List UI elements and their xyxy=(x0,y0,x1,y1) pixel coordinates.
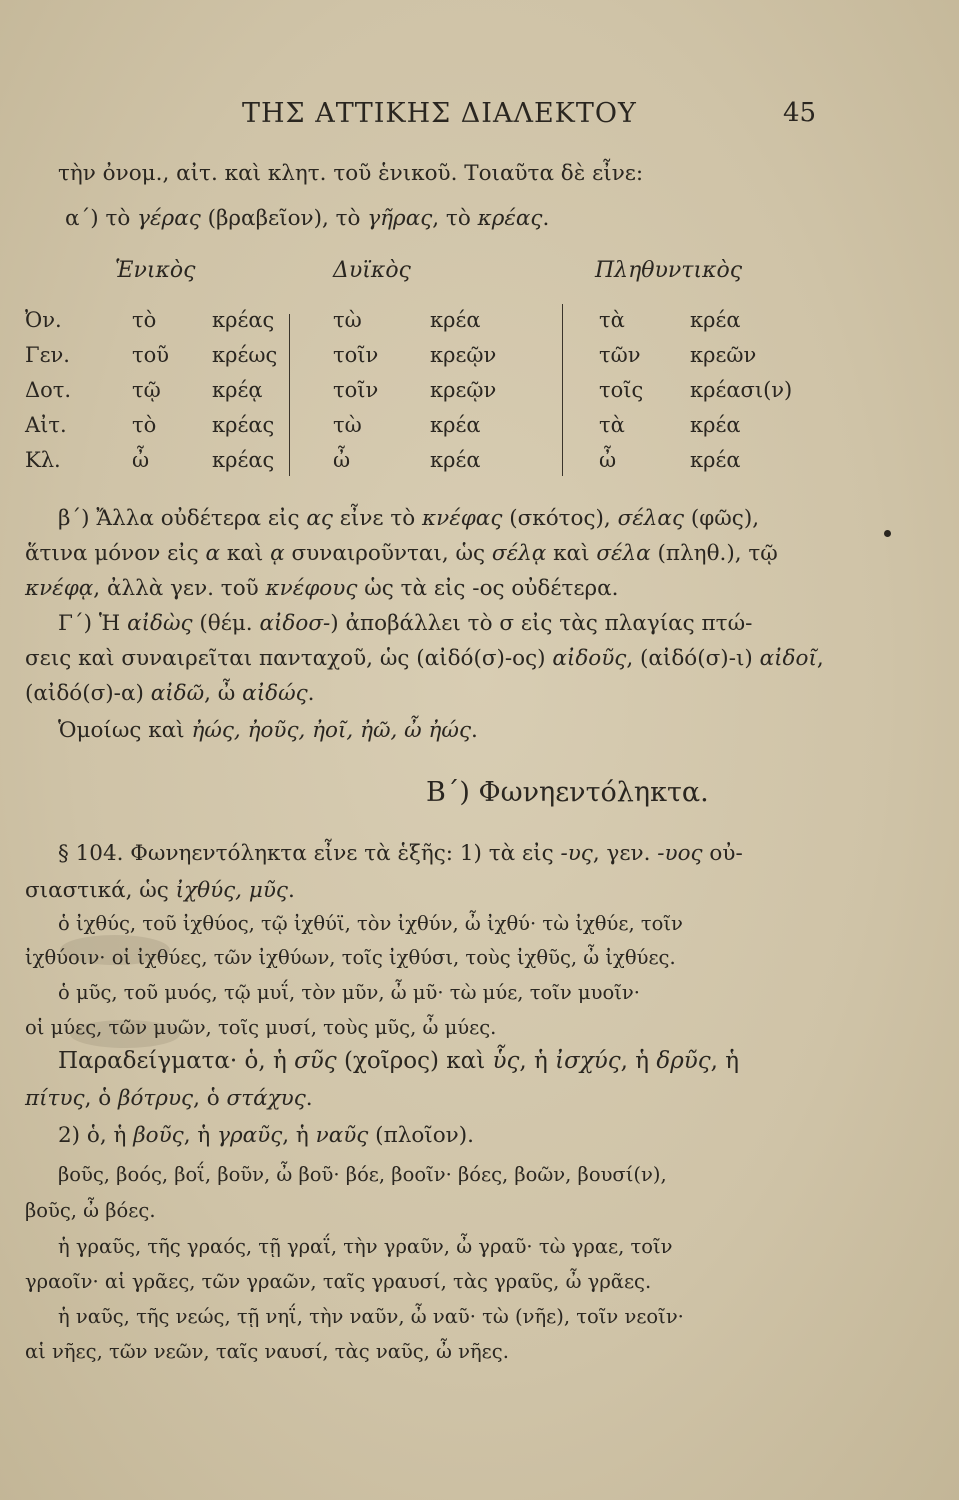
text-span: , γεν. xyxy=(592,841,658,866)
text-span: , (αἰδό(σ)-ι) xyxy=(626,646,760,671)
paragraph-g-line-3 xyxy=(25,680,314,708)
term-naus: ναῦς xyxy=(315,1123,369,1148)
text-span: , ὦ xyxy=(204,681,243,706)
text-span: , τὸ xyxy=(432,206,478,231)
text-span: (πλοῖον). xyxy=(368,1123,474,1148)
text-span: (χοῖρος) καὶ xyxy=(336,1048,493,1074)
examples-line-1 xyxy=(58,1047,739,1075)
form-plural: κρέα xyxy=(690,448,741,472)
term-geras: γέρας xyxy=(137,206,201,231)
paradigm-bous-line-1: βοῦς, βοός, βοΐ, βοῦν, ὦ βοῦ· βόε, βοοῖν· βόες, βοῶν, βουσί(ν), xyxy=(58,1163,667,1186)
article: τῷ xyxy=(132,378,161,402)
term-geras-old-age: γῆρας xyxy=(367,206,433,231)
paragraph-g-line-1 xyxy=(58,610,752,638)
term-ischys: ἰσχύς xyxy=(555,1048,621,1074)
term-knepha: κνέφᾳ xyxy=(25,576,94,601)
text-span: α΄) τὸ xyxy=(65,206,138,231)
text-span: . xyxy=(305,1086,313,1111)
text-span: β΄) Ἄλλα οὐδέτερα εἰς xyxy=(58,506,307,531)
case-label: Δοτ. xyxy=(25,378,72,402)
ink-dot xyxy=(884,530,891,537)
text-span: , ἡ xyxy=(282,1123,316,1148)
term-pitys: πίτυς xyxy=(25,1086,85,1111)
term-knephous: κνέφους xyxy=(265,576,358,601)
text-span: σιαστικά, ὡς xyxy=(25,878,176,903)
running-header xyxy=(0,98,959,138)
term-aidos: αἰδὼς xyxy=(127,611,193,636)
page-number: 45 xyxy=(783,98,817,128)
paradigm-graus-line-1: ἡ γραῦς, τῆς γραός, τῇ γραΐ, τὴν γραῦν, ὦ γραῦ· τὼ γραε, τοῖν xyxy=(58,1235,673,1258)
text-span: (φῶς), xyxy=(684,506,760,531)
text-span: , ἡ xyxy=(183,1123,218,1148)
text-span: Ὁμοίως καὶ xyxy=(58,718,192,743)
text-span: καὶ xyxy=(546,541,597,566)
paradigm-graus-line-2: γραοῖν· αἱ γρᾶες, τῶν γραῶν, ταῖς γραυσί, τὰς γραῦς, ὦ γρᾶες. xyxy=(25,1270,652,1293)
case-label: Γεν. xyxy=(25,343,70,367)
article: τὰ xyxy=(599,413,625,437)
article: τῶν xyxy=(599,343,641,367)
term-ichthys-mys: ἰχθύς, μῦς xyxy=(175,878,288,903)
text-span: 2) ὁ, ἡ xyxy=(58,1123,134,1148)
text-span: (σκότος), xyxy=(502,506,618,531)
section-heading: Β΄) Φωνηεντόληκτα. xyxy=(426,777,709,808)
examples-line-2 xyxy=(25,1085,313,1113)
term-graus: γραῦς xyxy=(217,1123,283,1148)
paradigm-ichthys-line-1: ὁ ἰχθύς, τοῦ ἰχθύος, τῷ ἰχθύϊ, τὸν ἰχθύν, ὦ ἰχθύ· τὼ ἰχθύε, τοῖν xyxy=(58,912,683,935)
text-span: , ὁ xyxy=(84,1086,119,1111)
form-dual: κρέα xyxy=(430,448,481,472)
paradigm-ichthys-line-2: ἰχθύοιν· οἱ ἰχθύες, τῶν ἰχθύων, τοῖς ἰχθύσι, τοὺς ἰχθῦς, ὦ ἰχθύες. xyxy=(25,946,676,969)
article: τὰ xyxy=(599,308,625,332)
paradigm-naus-line-1: ἡ ναῦς, τῆς νεώς, τῇ νηΐ, τὴν ναῦν, ὦ ναῦ· τὼ (νῆε), τοῖν νεοῖν· xyxy=(58,1305,684,1328)
text-span: . xyxy=(307,681,315,706)
article: τὸ xyxy=(132,413,157,437)
text-span: καὶ xyxy=(220,541,271,566)
text-span: (βραβεῖον), τὸ xyxy=(200,206,368,231)
text-span: , ἡ xyxy=(519,1048,556,1074)
paragraph-b-line-3 xyxy=(25,575,619,603)
article: ὦ xyxy=(333,448,351,472)
article: ὦ xyxy=(599,448,617,472)
table-row xyxy=(0,413,959,449)
text-span: , ἡ xyxy=(620,1048,657,1074)
paradigm-naus-line-2: αἱ νῆες, τῶν νεῶν, ταῖς ναυσί, τὰς ναῦς, ὦ νῆες. xyxy=(25,1340,509,1363)
article: τὼ xyxy=(333,308,362,332)
table-row xyxy=(0,343,959,379)
text-span: . xyxy=(542,206,550,231)
text-span: ) ἀποβάλλει τὸ σ εἰς τὰς πλαγίας πτώ- xyxy=(330,611,753,636)
text-span: Γ΄) Ἡ xyxy=(58,611,128,636)
column-header-plural: Πληθυντικὸς xyxy=(595,258,743,283)
term-stachys: στάχυς xyxy=(226,1086,306,1111)
text-span: οὐ- xyxy=(702,841,743,866)
term-botrys: βότρυς xyxy=(118,1086,194,1111)
text-line-2 xyxy=(65,205,549,233)
table-row xyxy=(0,448,959,484)
text-span: , xyxy=(816,646,824,671)
term-kreas: κρέας xyxy=(477,206,543,231)
article: τοῖς xyxy=(599,378,644,402)
text-span: σεις καὶ συναιρεῖται πανταχοῦ, ὡς (αἰδό(σ)-ος) xyxy=(25,646,553,671)
form-dual: κρεῷν xyxy=(430,343,497,367)
term-drys: δρῦς xyxy=(656,1048,711,1074)
form-plural: κρέασι(ν) xyxy=(690,378,793,402)
section-104-line-2 xyxy=(25,877,295,905)
text-span: (πληθ.), τῷ xyxy=(650,541,778,566)
ending-as: ας xyxy=(306,506,333,531)
term-sela-iota: σέλᾳ xyxy=(491,541,547,566)
article: τὼ xyxy=(333,413,362,437)
text-span: . xyxy=(287,878,295,903)
text-span: Παραδείγματα· ὁ, ἡ xyxy=(58,1048,295,1074)
paragraph-b-line-2 xyxy=(25,540,778,568)
term-aido: αἰδῶ xyxy=(150,681,205,706)
column-header-singular: Ἑνικὸς xyxy=(115,258,196,283)
term-sys: σῦς xyxy=(294,1048,337,1074)
article: τοῖν xyxy=(333,343,379,367)
form-singular: κρέας xyxy=(212,308,275,332)
form-singular: κρέας xyxy=(212,448,275,472)
declension-table xyxy=(0,304,959,484)
paradigm-mys-line-1: ὁ μῦς, τοῦ μυός, τῷ μυΐ, τὸν μῦν, ὦ μῦ· τὼ μύε, τοῖν μυοῖν· xyxy=(58,981,640,1004)
term-aidoi: αἰδοῖ xyxy=(759,646,817,671)
case-label: Ὀν. xyxy=(25,308,62,332)
text-span: εἶνε τὸ xyxy=(332,506,423,531)
article: τοῖν xyxy=(333,378,379,402)
paradigm-bous-line-2: βοῦς, ὦ βόες. xyxy=(25,1199,156,1222)
declension-column-headers xyxy=(0,258,959,288)
text-span: , ἀλλὰ γεν. τοῦ xyxy=(93,576,266,601)
ending-us: -υς xyxy=(560,841,593,866)
case-label: Αἰτ. xyxy=(25,413,67,437)
term-hys: ὗς xyxy=(492,1048,520,1074)
text-span: , ὁ xyxy=(193,1086,227,1111)
paragraph-b-line-1 xyxy=(58,505,759,533)
running-title: ΤΗΣ ΑΤΤΙΚΗΣ ΔΙΑΛΕΚΤΟΥ xyxy=(242,98,637,129)
text-span: (αἰδό(σ)-α) xyxy=(25,681,151,706)
text-span: . xyxy=(471,718,478,743)
text-span: ὡς τὰ εἰς -ος οὐδέτερα. xyxy=(357,576,619,601)
text-span: § 104. Φωνηεντόληκτα εἶνε τὰ ἑξῆς: 1) τὰ εἰς xyxy=(58,841,561,866)
form-singular: κρέως xyxy=(212,343,278,367)
text-span: συναιροῦνται, ὡς xyxy=(284,541,492,566)
text-span: (θέμ. xyxy=(192,611,260,636)
paradigm-mys-line-2: οἱ μύες, τῶν μυῶν, τοῖς μυσί, τοὺς μῦς, ὦ μύες. xyxy=(25,1016,497,1039)
ending-uos: -υος xyxy=(657,841,703,866)
form-dual: κρεῷν xyxy=(430,378,497,402)
article: τὸ xyxy=(132,308,157,332)
section-104-line-1 xyxy=(58,840,743,868)
term-eos-paradigm: ἠώς, ἠοῦς, ἠοῖ, ἠῶ, ὦ ἠώς xyxy=(191,718,472,743)
ending-a: α xyxy=(205,541,221,566)
form-dual: κρέα xyxy=(430,308,481,332)
term-aidous: αἰδοῦς xyxy=(552,646,627,671)
table-row xyxy=(0,308,959,344)
term-bous: βοῦς xyxy=(133,1123,184,1148)
term-knephas: κνέφας xyxy=(422,506,503,531)
ending-a-iota: ᾳ xyxy=(270,541,285,566)
term-aidos-vocative: αἰδώς xyxy=(242,681,308,706)
form-plural: κρέα xyxy=(690,413,741,437)
term-sela: σέλα xyxy=(596,541,651,566)
text-span: , ἡ xyxy=(710,1048,740,1074)
article: ὦ xyxy=(132,448,150,472)
case-label: Κλ. xyxy=(25,448,61,472)
stem-aidos: αἰδοσ- xyxy=(259,611,331,636)
form-singular: κρέᾳ xyxy=(212,378,263,402)
term-selas: σέλας xyxy=(617,506,684,531)
text-line-1: τὴν ὀνομ., αἰτ. καὶ κλητ. τοῦ ἑνικοῦ. Τοιαῦτα δὲ εἶνε: xyxy=(58,161,644,186)
form-singular: κρέας xyxy=(212,413,275,437)
subsection-2-line xyxy=(58,1122,474,1150)
table-row xyxy=(0,378,959,414)
article: τοῦ xyxy=(132,343,170,367)
text-span: ἅτινα μόνον εἰς xyxy=(25,541,206,566)
form-plural: κρέα xyxy=(690,308,741,332)
paragraph-g-line-2 xyxy=(25,645,824,673)
form-plural: κρεῶν xyxy=(690,343,757,367)
form-dual: κρέα xyxy=(430,413,481,437)
column-header-dual: Δυϊκὸς xyxy=(333,258,411,283)
paragraph-g-line-4 xyxy=(58,717,478,745)
